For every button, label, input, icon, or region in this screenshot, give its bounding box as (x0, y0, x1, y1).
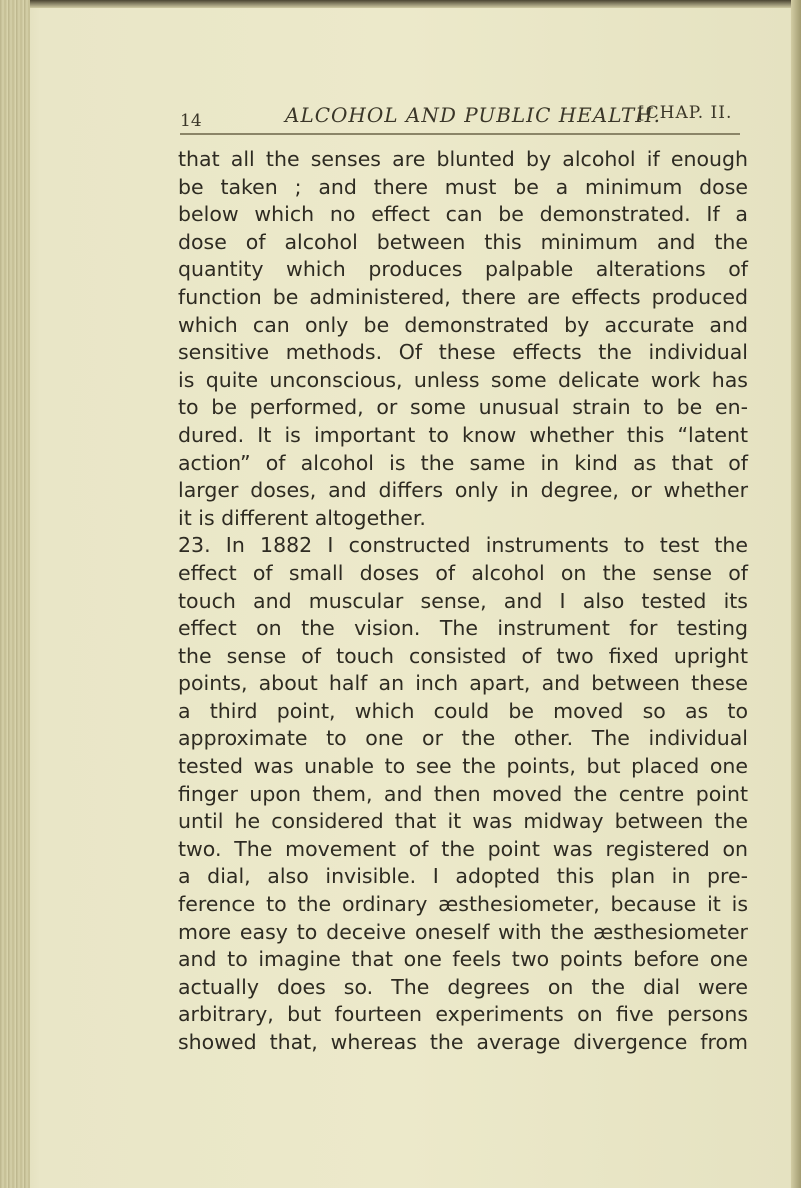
chapter-label: [CHAP. II. (638, 103, 733, 123)
text-line: that all the senses are blunted by alcohol if enough (178, 147, 748, 171)
text-line: sensitive methods. Of these effects the individual (178, 340, 748, 365)
text-line: the sense of touch consisted of two fixed upright (178, 643, 748, 668)
running-header (180, 103, 740, 131)
text-line: larger doses, and differs only in degree, or whether (178, 478, 748, 503)
text-line: effect on the vision. The instrument for testing (178, 616, 748, 641)
text-line: and to imagine that one feels two points before one (178, 947, 748, 972)
text-line: function be administered, there are effects produced (178, 284, 748, 309)
text-line: actually does so. The degrees on the dial were (178, 974, 748, 999)
text-line: a dial, also invisible. I adopted this plan in pre- (178, 864, 748, 889)
page-number: 14 (180, 111, 202, 131)
text-line: until he considered that it was midway between the (178, 809, 748, 834)
text-line: it is different altogether. (178, 505, 426, 530)
page-binding-edge (0, 0, 30, 1188)
text-line: finger upon them, and then moved the centre point (178, 781, 748, 806)
header-rule (180, 133, 740, 135)
text-line: below which no effect can be demonstrated. If a (178, 202, 748, 227)
text-line: approximate to one or the other. The individual (178, 726, 748, 751)
text-line: dured. It is important to know whether this “latent (178, 422, 748, 447)
text-line: ference to the ordinary æsthesiometer, because it is (178, 892, 748, 917)
text-line: points, about half an inch apart, and between these (178, 671, 748, 696)
running-title: ALCOHOL AND PUBLIC HEALTH. (285, 103, 662, 127)
text-line: which can only be demonstrated by accurate and (178, 312, 748, 337)
text-line: showed that, whereas the average divergence from (178, 1030, 748, 1054)
page-right-edge (791, 0, 801, 1188)
text-line: be taken ; and there must be a minimum dose (178, 174, 748, 199)
text-line: to be performed, or some unusual strain to be en- (178, 395, 748, 420)
body-text (178, 146, 748, 1057)
text-line: touch and muscular sense, and I also tested its (178, 588, 748, 613)
text-line: is quite unconscious, unless some delicate work has (178, 367, 748, 392)
text-line: arbitrary, but fourteen experiments on five persons (178, 1002, 748, 1027)
text-line: more easy to deceive oneself with the æsthesiometer (178, 919, 748, 944)
page-top-shadow (30, 0, 801, 8)
text-line: effect of small doses of alcohol on the sense of (178, 560, 748, 585)
text-line: a third point, which could be moved so as to (178, 698, 748, 723)
text-line: dose of alcohol between this minimum and the (178, 229, 748, 254)
text-line: quantity which produces palpable alterations of (178, 257, 748, 282)
text-line: two. The movement of the point was registered on (178, 836, 748, 861)
text-line: action” of alcohol is the same in kind as that of (178, 450, 748, 475)
text-line: 23. In 1882 I constructed instruments to test the (178, 533, 748, 558)
text-line: tested was unable to see the points, but placed one (178, 754, 748, 779)
